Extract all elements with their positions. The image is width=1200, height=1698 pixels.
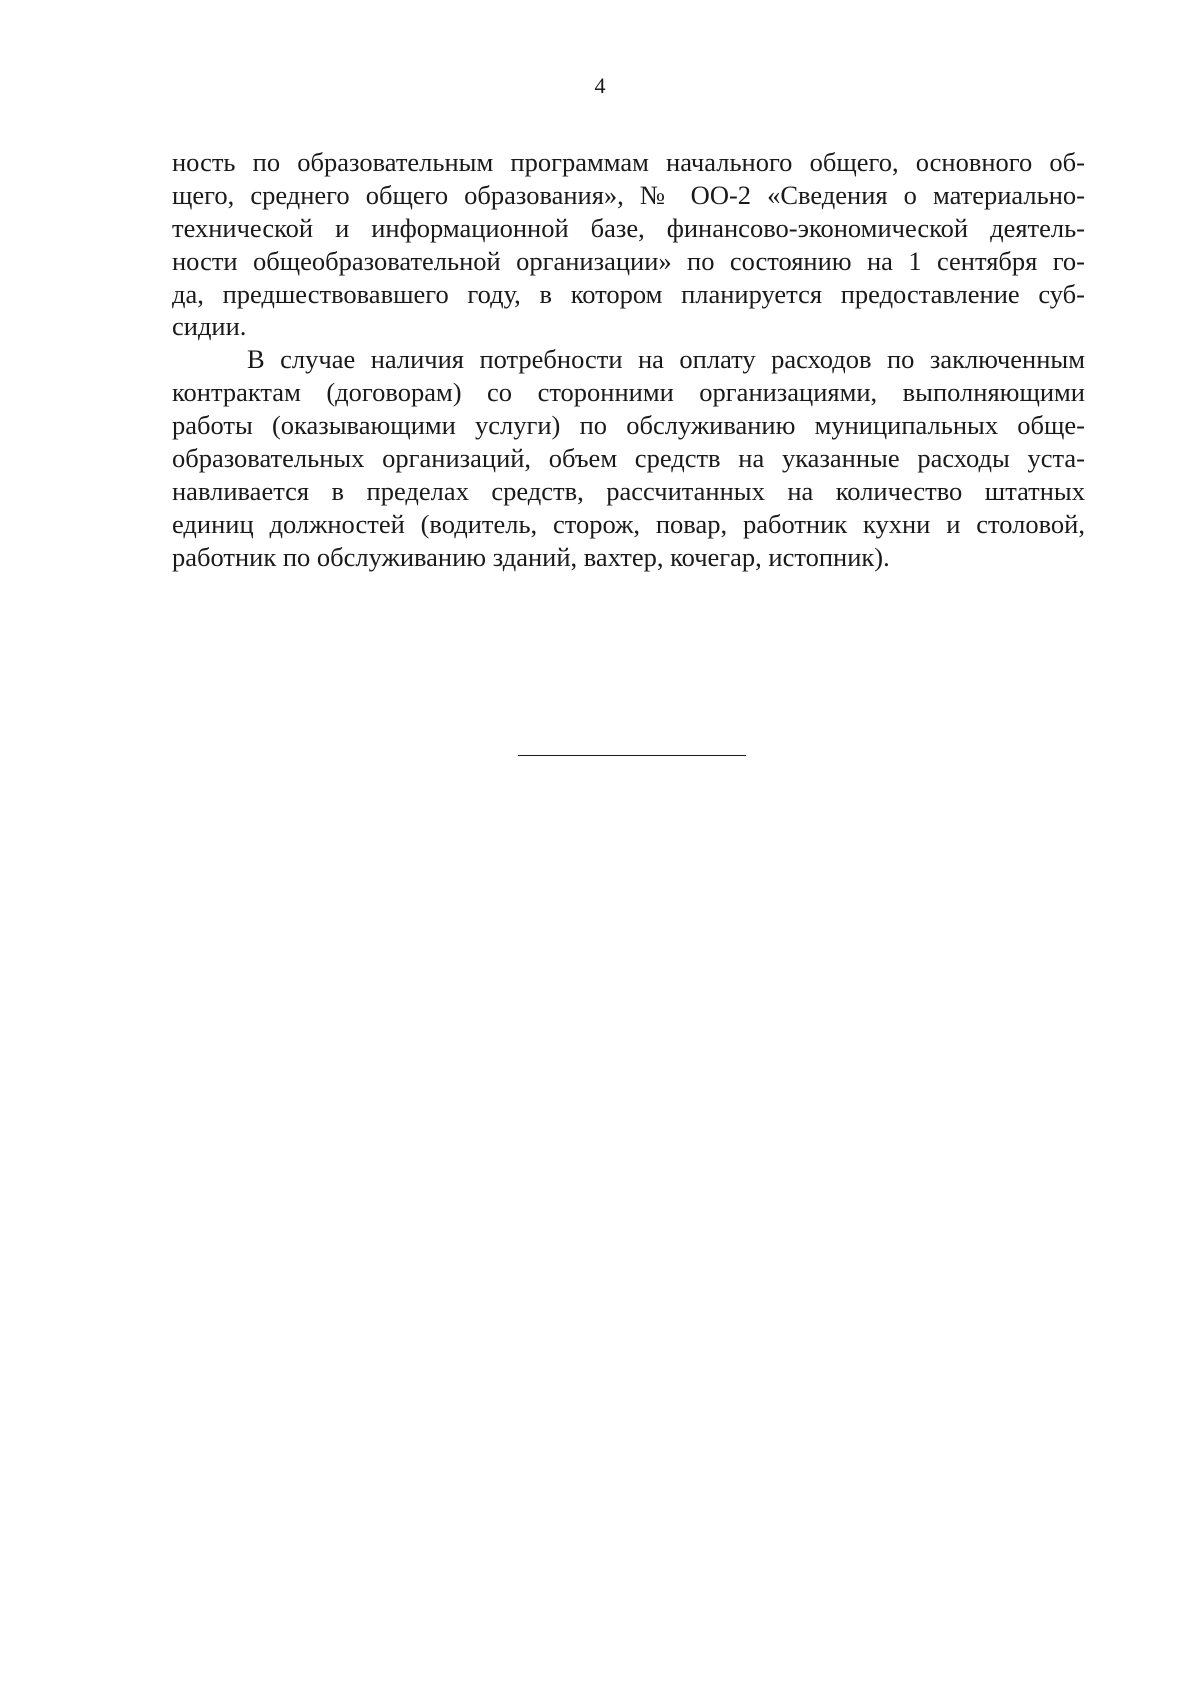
paragraph-line: технической и информационной базе, финансово-экономической деятель- <box>172 212 1085 243</box>
paragraph-2 <box>172 343 1085 573</box>
paragraph-line: единиц должностей (водитель, сторож, повар, работник кухни и столовой, <box>172 508 1085 539</box>
document-end-rule <box>518 755 746 756</box>
page-number: 4 <box>594 73 606 98</box>
paragraph-1 <box>172 146 1085 343</box>
paragraph-line: работник по обслуживанию зданий, вахтер, кочегар, истопник). <box>172 541 890 572</box>
paragraph-line: В случае наличия потребности на оплату расходов по заключенным <box>247 344 1085 375</box>
document-body <box>172 146 1085 574</box>
paragraph-line: сидии. <box>172 311 247 342</box>
paragraph-line: ность по образовательным программам начального общего, основного об- <box>172 147 1085 177</box>
paragraph-line: ности общеобразовательной организации» по состоянию на 1 сентября го- <box>172 245 1085 276</box>
paragraph-line: навливается в пределах средств, рассчитанных на количество штатных <box>172 475 1085 506</box>
paragraph-line: да, предшествовавшего году, в котором планируется предоставление суб- <box>172 278 1085 309</box>
paragraph-line: щего, среднего общего образования», № ОО-2 «Сведения о материально- <box>172 179 1085 210</box>
paragraph-line: работы (оказывающими услуги) по обслуживанию муниципальных обще- <box>172 410 1085 441</box>
paragraph-line: контрактам (договорам) со сторонними организациями, выполняющими <box>172 377 1085 408</box>
paragraph-line: образовательных организаций, объем средств на указанные расходы уста- <box>172 443 1085 474</box>
